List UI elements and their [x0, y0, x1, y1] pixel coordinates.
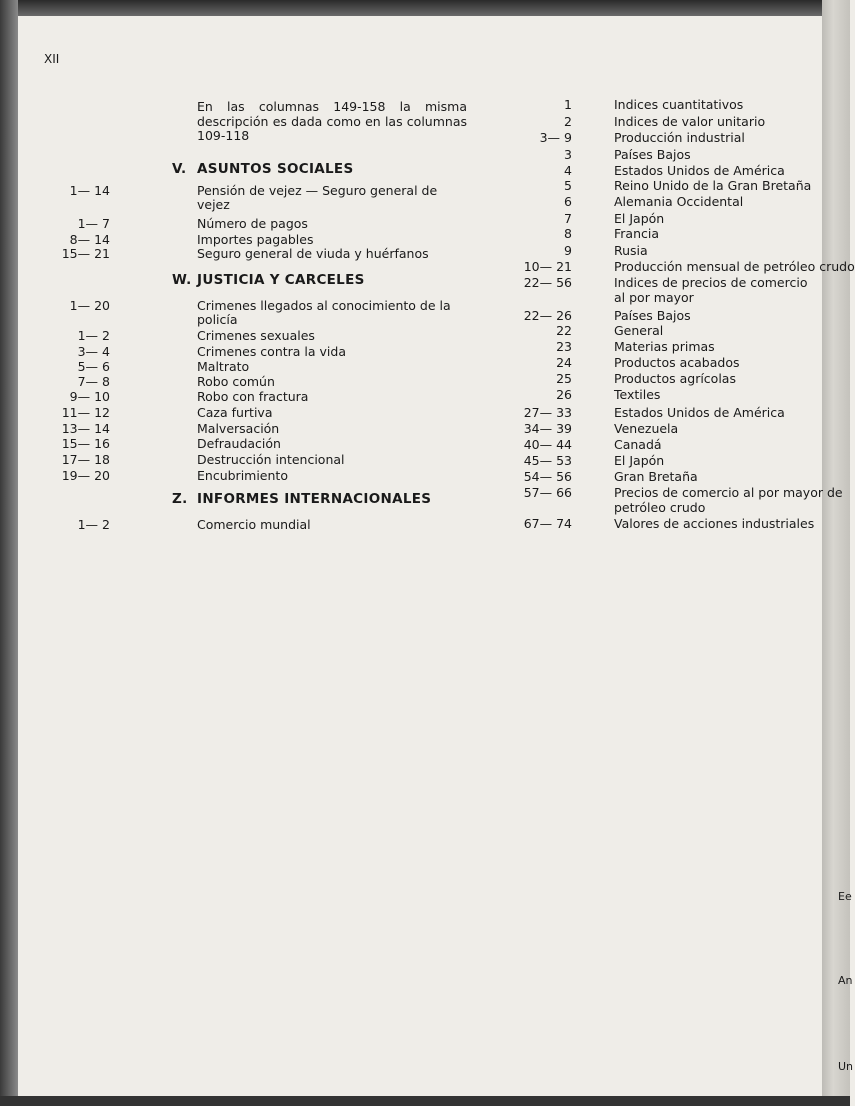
- row-label: Malversación: [197, 421, 280, 436]
- row-label: Número de pagos: [197, 216, 308, 231]
- edge-fragment: Un: [838, 1060, 854, 1073]
- row-label: petróleo crudo: [614, 500, 706, 515]
- column-range: 3— 4: [77, 344, 110, 359]
- column-range: 9— 10: [69, 389, 110, 404]
- column-range: 3— 9: [539, 130, 572, 145]
- column-range: 57— 66: [523, 485, 572, 500]
- row-label: Indices de valor unitario: [614, 114, 766, 129]
- row-label: Producción industrial: [614, 130, 745, 145]
- row-label: Materias primas: [614, 339, 715, 354]
- row-label: General: [614, 323, 664, 338]
- page-number: XII: [44, 52, 60, 66]
- column-range: 13— 14: [61, 421, 110, 436]
- column-range: 7: [564, 211, 572, 226]
- section-letter: W.: [172, 272, 192, 288]
- column-range: 67— 74: [523, 516, 572, 531]
- column-range: 17— 18: [61, 452, 110, 467]
- column-range: 3: [564, 147, 572, 162]
- row-label: Textiles: [614, 387, 661, 402]
- section-letter: Z.: [172, 491, 188, 507]
- column-range: 22— 26: [523, 308, 572, 323]
- column-range: 6: [564, 194, 572, 209]
- column-range: 8: [564, 226, 572, 241]
- row-label: Importes pagables: [197, 232, 314, 247]
- column-range: 25: [556, 371, 572, 386]
- column-range: 19— 20: [61, 468, 110, 483]
- row-label: Encubrimiento: [197, 468, 288, 483]
- row-label: al por mayor: [614, 290, 694, 305]
- row-label: Reino Unido de la Gran Bretaña: [614, 178, 812, 193]
- row-label: Valores de acciones industriales: [614, 516, 815, 531]
- edge-fragment: An: [838, 974, 853, 987]
- row-label: Defraudación: [197, 436, 281, 451]
- column-range: 1— 2: [77, 517, 110, 532]
- row-label: Maltrato: [197, 359, 250, 374]
- row-label: Estados Unidos de América: [614, 405, 785, 420]
- column-range: 22— 56: [523, 275, 572, 290]
- row-label: Robo con fractura: [197, 389, 309, 404]
- column-range: 8— 14: [69, 232, 110, 247]
- column-range: 9: [564, 243, 572, 258]
- row-label: Crimenes sexuales: [197, 328, 315, 343]
- row-label: Países Bajos: [614, 308, 691, 323]
- section-letter: V.: [172, 161, 187, 177]
- row-label: Crimenes contra la vida: [197, 344, 346, 359]
- row-label: Productos agrícolas: [614, 371, 736, 386]
- edge-fragment: Ee: [838, 890, 852, 903]
- section-title: INFORMES INTERNACIONALES: [197, 491, 432, 507]
- column-range: 23: [556, 339, 572, 354]
- row-label: El Japón: [614, 453, 665, 468]
- row-label: Caza furtiva: [197, 405, 273, 420]
- section-title: JUSTICIA Y CARCELES: [197, 272, 365, 288]
- row-label: Estados Unidos de América: [614, 163, 785, 178]
- row-label: El Japón: [614, 211, 665, 226]
- row-label: Productos acabados: [614, 355, 740, 370]
- column-range: 15— 16: [61, 436, 110, 451]
- column-range: 45— 53: [523, 453, 572, 468]
- scan-edge-top: [0, 0, 850, 16]
- column-range: 26: [556, 387, 572, 402]
- column-range: 1— 20: [69, 298, 110, 313]
- column-range: 40— 44: [523, 437, 572, 452]
- column-range: 4: [564, 163, 572, 178]
- column-range: 22: [556, 323, 572, 338]
- column-range: 1— 7: [77, 216, 110, 231]
- row-label: Seguro general de viuda y huérfanos: [197, 246, 429, 261]
- column-range: 5— 6: [77, 359, 110, 374]
- column-range: 11— 12: [61, 405, 110, 420]
- column-range: 24: [556, 355, 572, 370]
- scan-edge-left: [0, 0, 18, 1106]
- column-range: 10— 21: [523, 259, 572, 274]
- column-range: 2: [564, 114, 572, 129]
- column-range: 15— 21: [61, 246, 110, 261]
- row-label: Producción mensual de petróleo crudo: [614, 259, 855, 274]
- column-range: 5: [564, 178, 572, 193]
- column-range: 7— 8: [77, 374, 110, 389]
- row-label: Precios de comercio al por mayor de: [614, 485, 843, 500]
- intro-paragraph: En las columnas 149-158 la misma descripción es dada como en las columnas 109-118: [197, 99, 467, 143]
- row-label: Francia: [614, 226, 660, 241]
- column-range: 1: [564, 97, 572, 112]
- column-range: 34— 39: [523, 421, 572, 436]
- row-label: Países Bajos: [614, 147, 691, 162]
- column-range: 1— 2: [77, 328, 110, 343]
- scan-edge-bottom: [0, 1096, 850, 1106]
- row-label: vejez: [197, 197, 230, 212]
- row-label: policía: [197, 312, 238, 327]
- column-range: 27— 33: [523, 405, 572, 420]
- row-label: Canadá: [614, 437, 662, 452]
- row-label: Gran Bretaña: [614, 469, 698, 484]
- row-label: Robo común: [197, 374, 275, 389]
- row-label: Venezuela: [614, 421, 679, 436]
- row-label: Crimenes llegados al conocimiento de la: [197, 298, 451, 313]
- section-title: ASUNTOS SOCIALES: [197, 161, 354, 177]
- row-label: Pensión de vejez — Seguro general de: [197, 183, 438, 198]
- row-label: Alemania Occidental: [614, 194, 744, 209]
- column-range: 1— 14: [69, 183, 110, 198]
- row-label: Indices de precios de comercio: [614, 275, 808, 290]
- row-label: Destrucción intencional: [197, 452, 345, 467]
- row-label: Comercio mundial: [197, 517, 311, 532]
- row-label: Indices cuantitativos: [614, 97, 744, 112]
- next-page-edge: [822, 0, 850, 1106]
- column-range: 54— 56: [523, 469, 572, 484]
- row-label: Rusia: [614, 243, 648, 258]
